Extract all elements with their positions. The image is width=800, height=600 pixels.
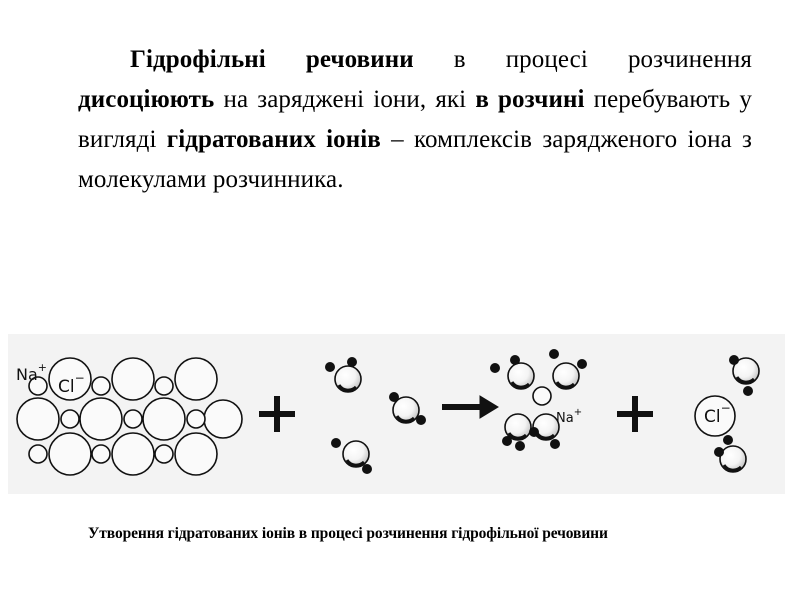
water-molecule-3 — [331, 438, 372, 474]
water-molecule-2 — [389, 392, 426, 425]
nacl-crystal-lattice — [17, 358, 242, 475]
water-molecule-1 — [325, 357, 361, 392]
reaction-arrow — [442, 396, 498, 418]
term-hydrated-ions: гідратованих іонів — [166, 126, 381, 153]
term-in-solution: в розчині — [475, 86, 585, 113]
svg-text:Cl−: Cl− — [704, 401, 731, 427]
figure-caption: Утворення гідратованих іонів в процесі розчинення гідрофільної речовини — [88, 525, 608, 542]
paragraph-text-2: на заряджені іони, які — [214, 86, 476, 113]
cl-label-crystal: Cl− — [58, 371, 85, 397]
paragraph-text-3: перебувають у вигляді — [78, 86, 752, 153]
hydrated-cl-cluster — [695, 355, 759, 472]
main-paragraph — [78, 40, 752, 200]
paragraph-text-1: в процесі розчинення — [413, 46, 753, 73]
na-label-crystal: Na+ — [16, 361, 47, 384]
term-dissociate: дисоціюють — [78, 86, 215, 113]
hydrated-na-cluster — [490, 349, 587, 451]
na-label-hydrated: Na — [556, 411, 574, 426]
term-hydrophilic-substances: Гідрофільні речовини — [130, 46, 414, 73]
hydration-diagram — [8, 334, 785, 494]
svg-text:Na+: Na+ — [556, 407, 583, 426]
plus-sign-2 — [620, 399, 650, 429]
plus-sign-1 — [262, 399, 292, 429]
paragraph-text-4: – комплексів зарядженого іона з молекулами розчинника. — [78, 126, 753, 193]
cl-label-hydrated: Cl — [704, 407, 721, 427]
